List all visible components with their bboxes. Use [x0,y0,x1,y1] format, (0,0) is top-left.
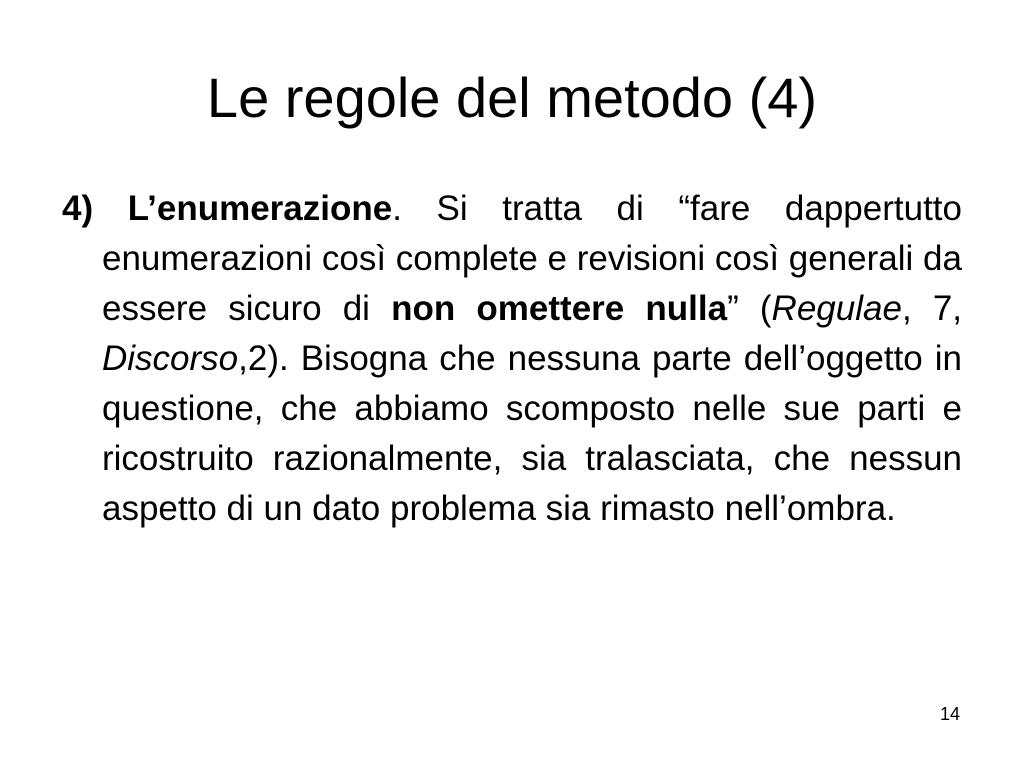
text-segment: ,2). Bisogna che nessuna parte dell’oggetto in questione, che abbiamo scomposto nelle sue parti e ricostruito razionalmente, sia tralasciata, che nessun aspetto di un dato problema sia rimasto nell’ombra. [102,339,962,528]
text-segment: . Si tratta di “fare dappertutto enumerazioni così complete e revisioni così generali da essere sicuro di [102,189,962,328]
text-segment: ” ( [727,289,772,328]
emphasis-text: non omettere nulla [391,289,728,328]
source-title-regulae: Regulae [771,289,902,328]
body-paragraph [62,184,962,534]
key-term: L’enumerazione [127,189,393,228]
page-number: 14 [939,704,960,724]
text-segment: , 7, [901,289,963,328]
item-number: 4) [62,189,94,228]
source-title-discorso: Discorso [102,339,239,378]
slide-title: Le regole del metodo (4) [206,66,818,129]
